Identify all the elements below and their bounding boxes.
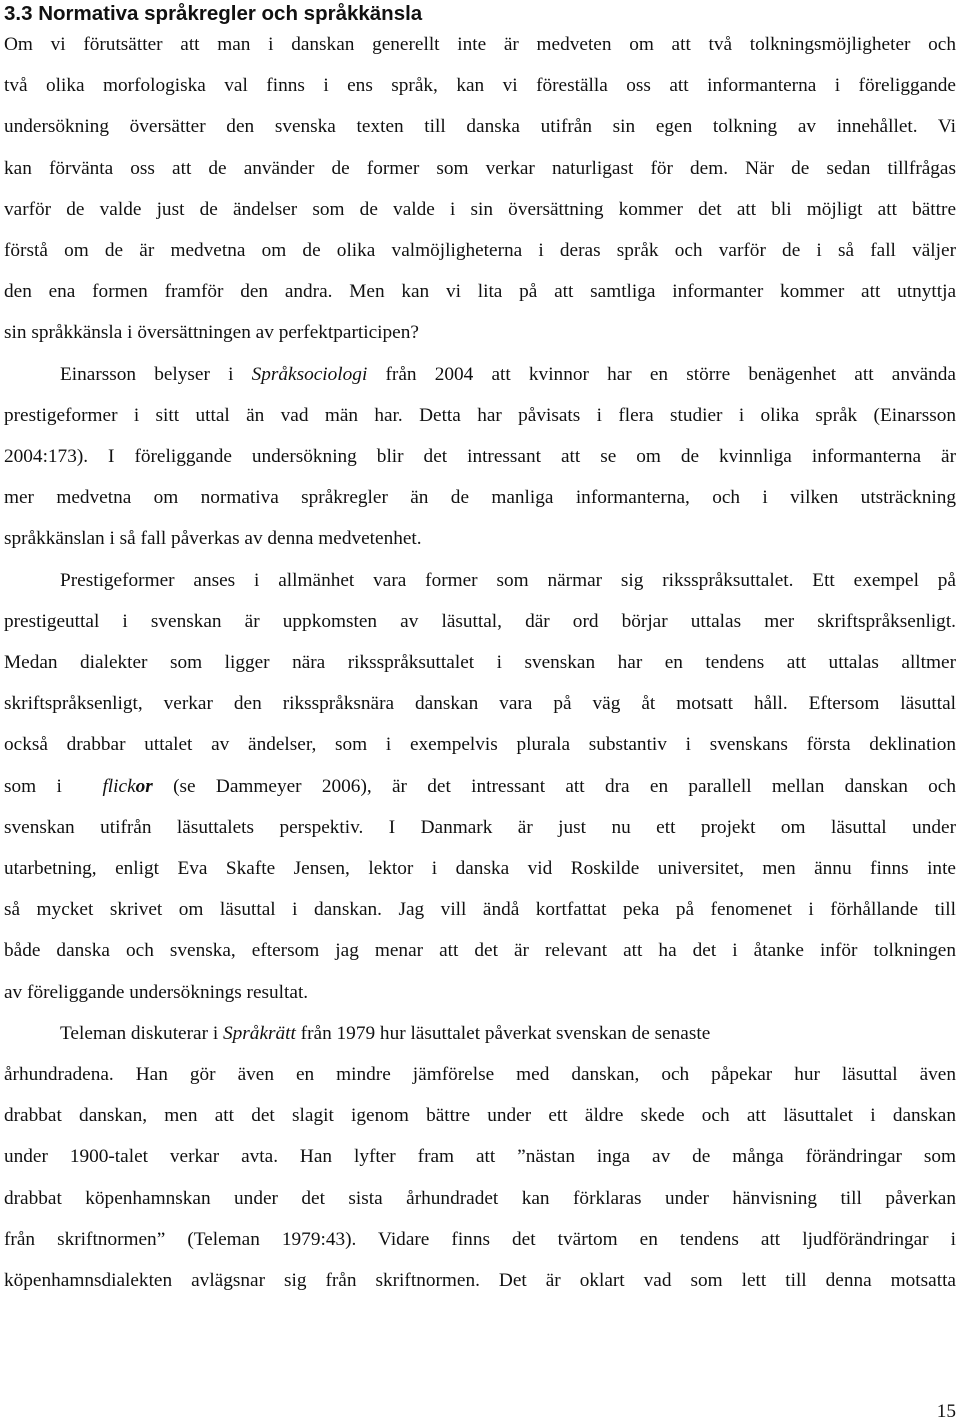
- example-word-ending: or: [135, 775, 153, 797]
- text-run: (se Dammeyer 2006), är det intressant att dra en parallell mellan danskan och: [152, 775, 956, 797]
- paragraph-line: skriftspråksenligt, verkar den riksspråksnära danskan vara på väg åt motsatt håll. Eftersom läsuttal: [4, 693, 956, 715]
- paragraph-2: [4, 354, 956, 560]
- paragraph-line: [4, 354, 956, 395]
- paragraph-line: två olika morfologiska val finns i ens språk, kan vi föreställa oss att informanterna i föreliggande: [4, 75, 956, 97]
- text-run: från 1979 hur läsuttalet påverkat svenskan de senaste: [295, 1022, 711, 1044]
- paragraph-line: från skriftnormen” (Teleman 1979:43). Vidare finns det tvärtom en tendens att ljudförändringar i: [4, 1228, 956, 1250]
- paragraph-line: århundradena. Han gör även en mindre jämförelse med danskan, och påpekar hur läsuttal även: [4, 1064, 956, 1086]
- paragraph-line: varför de valde just de ändelser som de valde i sin översättning kommer det att bli möjligt att bättre: [4, 198, 956, 220]
- book-title: Språksociologi: [251, 363, 368, 385]
- text-run: Einarsson belyser i: [60, 363, 252, 385]
- paragraph-line: både danska och svenska, eftersom jag menar att det är relevant att ha det i åtanke inför tolkningen: [4, 940, 956, 962]
- paragraph-line: språkkänslan i så fall påverkas av denna medvetenhet.: [4, 528, 422, 550]
- paragraph-3: [4, 560, 956, 1013]
- paragraph-line: Prestigeformer anses i allmänhet vara former som närmar sig riksspråksuttalet. Ett exempel på: [60, 569, 956, 591]
- text-run: Teleman diskuterar i: [60, 1022, 224, 1044]
- paragraph-line: den ena formen framför den andra. Men kan vi lita på att samtliga informanter kommer att utnyttja: [4, 281, 956, 303]
- page-number: 15: [936, 1401, 956, 1422]
- paragraph-line: drabbat danskan, men att det slagit igenom bättre under ett äldre skede och att läsuttalet i danskan: [4, 1105, 956, 1127]
- paragraph-line: kan förvänta oss att de använder de former som verkar naturligast för dem. När de sedan tillfrågas: [4, 157, 956, 179]
- paragraph-line: undersökning översätter den svenska texten till danska utifrån sin egen tolkning av innehållet. Vi: [4, 116, 956, 138]
- paragraph-4: [4, 1013, 956, 1301]
- paragraph-line: utarbetning, enligt Eva Skafte Jensen, lektor i danska vid Roskilde universitet, men ännu finns inte: [4, 858, 956, 880]
- document-page: [4, 0, 956, 1301]
- paragraph-line: av föreliggande undersöknings resultat.: [4, 981, 309, 1003]
- paragraph-line: Om vi förutsätter att man i danskan generellt inte är medveten om att två tolkningsmöjligheter och: [4, 34, 956, 55]
- book-title: Språkrätt: [223, 1022, 296, 1044]
- paragraph-line: så mycket skrivet om läsuttal i danskan. Jag vill ändå kortfattat peka på fenomenet i förhållande till: [4, 899, 956, 921]
- paragraph-line: drabbat köpenhamnskan under det sista århundradet kan förklaras under hänvisning till påverkan: [4, 1187, 956, 1209]
- paragraph-line: under 1900-talet verkar avta. Han lyfter fram att ”nästan inga av de många förändringar som: [4, 1146, 956, 1168]
- paragraph-line: sin språkkänsla i översättningen av perfektparticipen?: [4, 322, 419, 344]
- example-word-stem: flick: [102, 775, 136, 797]
- paragraph-line: svenskan utifrån läsuttalets perspektiv. I Danmark är just nu ett projekt om läsuttal under: [4, 816, 956, 838]
- paragraph-1: [4, 24, 956, 354]
- paragraph-line: [4, 1013, 956, 1054]
- paragraph-line: prestigeuttal i svenskan är uppkomsten av läsuttal, där ord börjar uttalas mer skriftspråksenligt.: [4, 610, 956, 632]
- paragraph-line: Medan dialekter som ligger nära riksspråksuttalet i svenskan har en tendens att uttalas alltmer: [4, 652, 956, 674]
- paragraph-line: prestigeformer i sitt uttal än vad män har. Detta har påvisats i flera studier i olika språk (Einarsson: [4, 404, 956, 426]
- paragraph-line: köpenhamnsdialekten avlägsnar sig från skriftnormen. Det är oklart vad som lett till denna motsatta: [4, 1270, 956, 1292]
- paragraph-line: mer medvetna om normativa språkregler än de manliga informanterna, och i vilken utsträckning: [4, 487, 956, 509]
- text-run: som i: [4, 775, 103, 797]
- paragraph-line: också drabbar uttalet av ändelser, som i exempelvis plurala substantiv i svenskans första deklination: [4, 734, 956, 756]
- paragraph-line: [4, 766, 956, 807]
- section-heading: 3.3 Normativa språkregler och språkkänsla: [4, 2, 423, 25]
- text-run: från 2004 att kvinnor har en större benägenhet att använda: [367, 363, 956, 385]
- paragraph-line: förstå om de är medvetna om de olika valmöjligheterna i deras språk och varför de i så fall väljer: [4, 240, 956, 262]
- paragraph-line: 2004:173). I föreliggande undersökning blir det intressant att se om de kvinnliga informanterna är: [4, 446, 956, 468]
